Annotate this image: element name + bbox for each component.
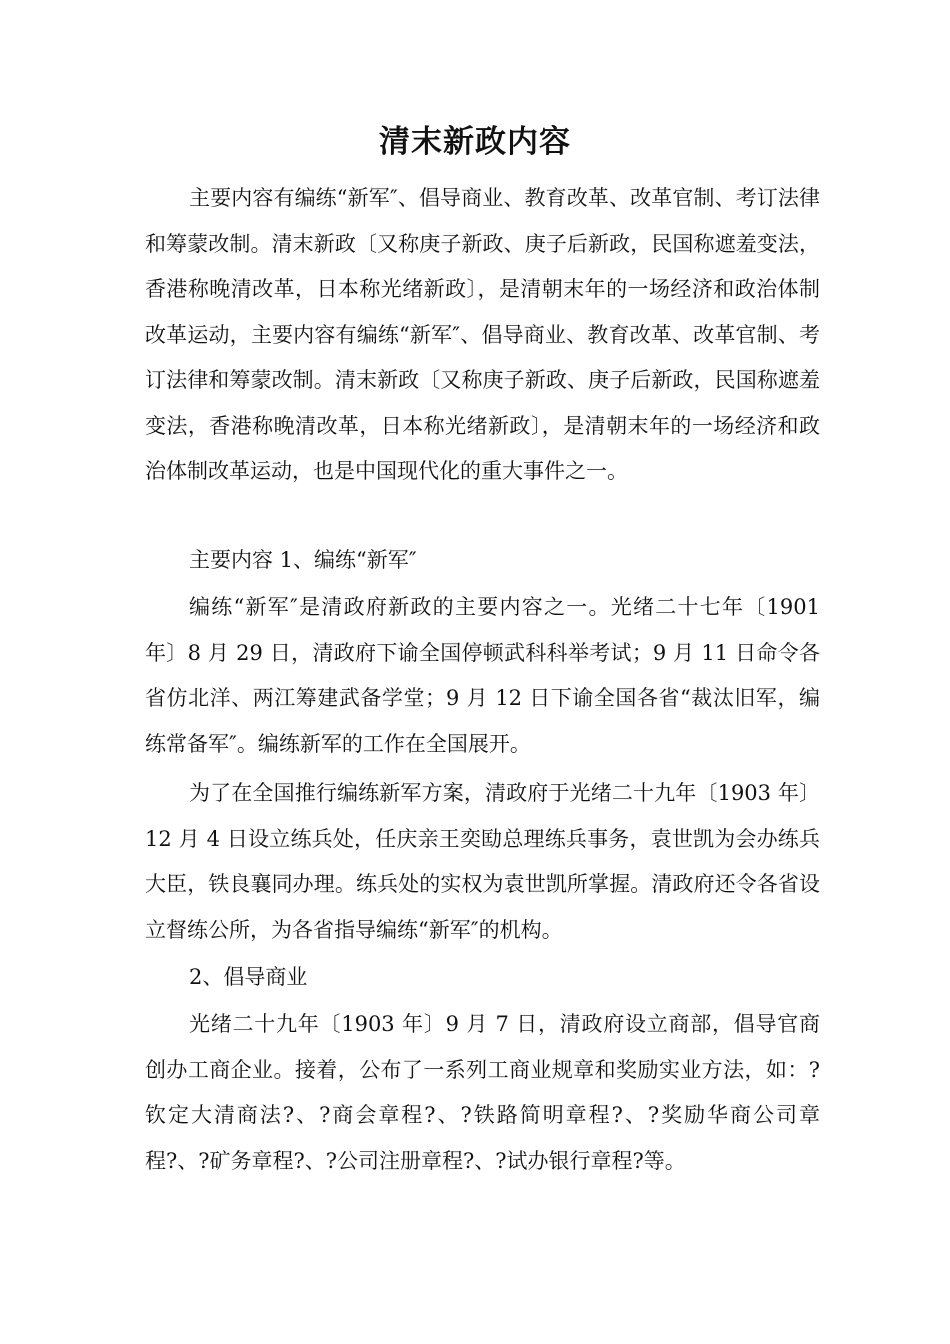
paragraph-commerce: 光绪二十九年〔1903 年〕9 月 7 日，清政府设立商部，倡导官商创办工商企业。接着，公布了一系列工商业规章和奖励实业方法，如：?钦定大清商法?、?商会章程?、?铁路简明章程?、?奖励华商公司章程?、?矿务章程?、?公司注册章程?、?试办银行章程?等。 [145,1012,820,1173]
paragraph-new-army: 编练“新军″是清政府新政的主要内容之一。光绪二十七年〔1901 年〕8 月 29 日，清政府下谕全国停顿武科科举考试；9 月 11 日命令各省仿北洋、两江筹建武备学堂；9 月 12 日下谕全国各省“裁汰旧军，编练常备军″。编练新军的工作在全国展开。 [145,595,820,756]
paragraph-intro: 主要内容有编练“新军″、倡导商业、教育改革、改革官制、考订法律和筹蒙改制。清末新政〔又称庚子新政、庚子后新政，民国称遮羞变法，香港称晚清改革，日本称光绪新政〕，是清朝末年的一场经济和政治体制改革运动，主要内容有编练“新军″、倡导商业、教育改革、改革官制、考订法律和筹蒙改制。清末新政〔又称庚子新政、庚子后新政，民国称遮羞变法，香港称晚清改革，日本称光绪新政〕，是清朝末年的一场经济和政治体制改革运动，也是中国现代化的重大事件之一。 [145,186,820,483]
document-title: 清末新政内容 [379,124,571,160]
section-heading-new-army: 主要内容 1、编练“新军″ [189,548,417,572]
section-heading-commerce: 2、倡导商业 [189,965,308,989]
paragraph-training-office: 为了在全国推行编练新军方案，清政府于光绪二十九年〔1903 年〕12 月 4 日设立练兵处，任庆亲王奕劻总理练兵事务，袁世凯为会办练兵大臣，铁良襄同办理。练兵处的实权为袁世凯所掌握。清政府还令各省设立督练公所，为各省指导编练“新军″的机构。 [145,781,820,942]
